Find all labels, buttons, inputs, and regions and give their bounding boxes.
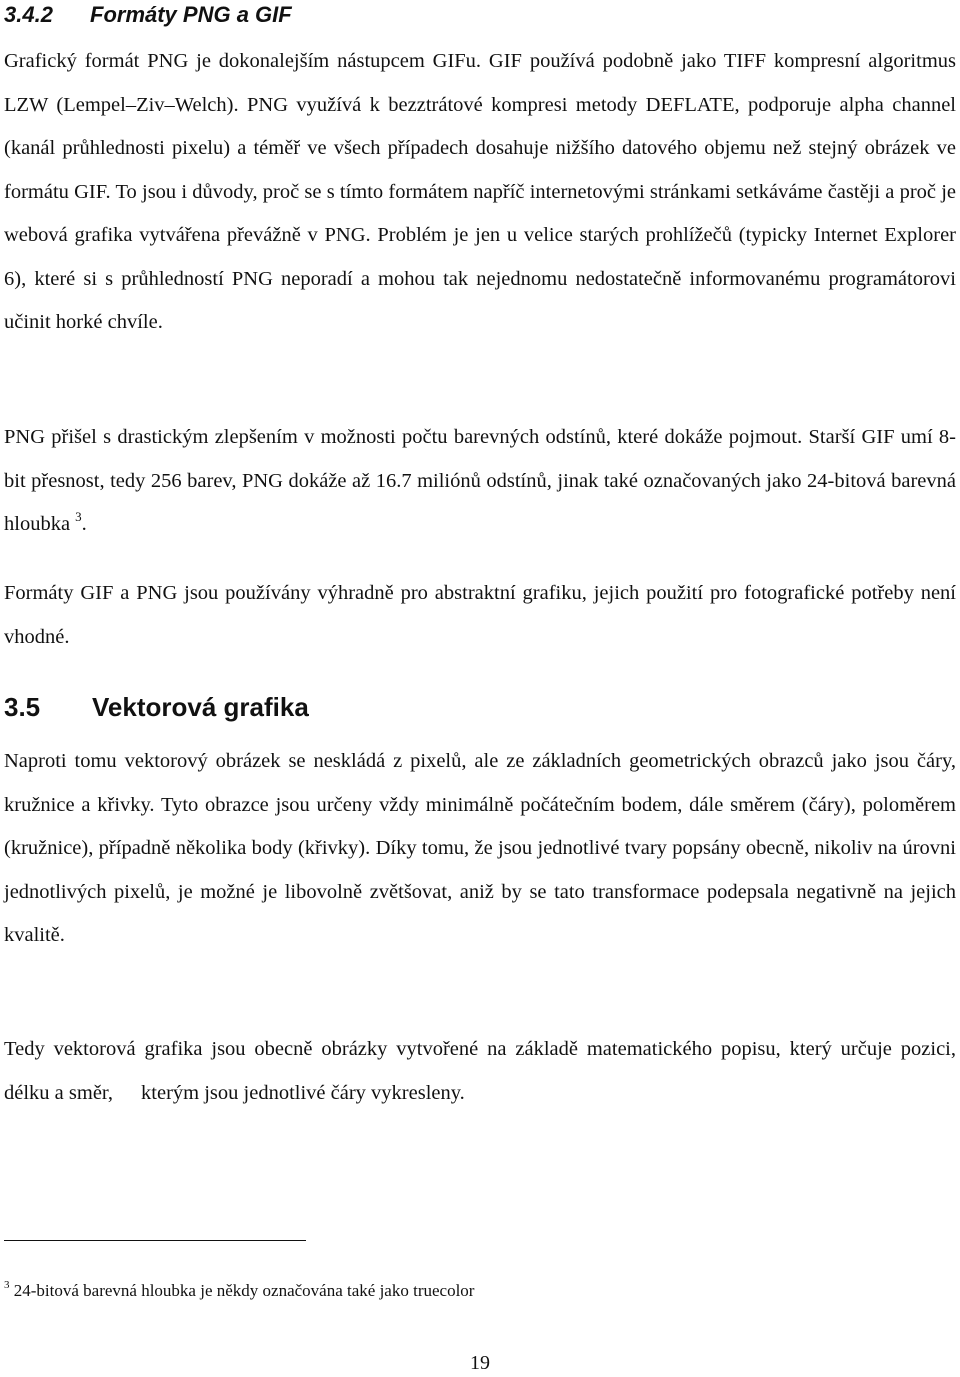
paragraph-png-vs-gif: Grafický formát PNG je dokonalejším nástupcem GIFu. GIF používá podobně jako TIFF kompresní algoritmus LZW (Lempel–Ziv–Welch). PNG využívá k bezztrátové kompresi metody DEFLATE, podporuje alpha channel (kanál průhlednosti pixelu) a téměř ve všech případech dosahuje nižšího datového objemu než stejný obrázek ve formátu GIF. To jsou i důvody, proč se s tímto formátem napříč internetovými stránkami setkáváme častěji a proč je webová grafika vytvářena převážně v PNG. Problém je jen u velice starých prohlížečů (typicky Internet Explorer 6), které si s průhledností PNG neporadí a mohou tak nejednomu nedostatečně informovanému programátorovi učinit horké chvíle.	[4, 50, 956, 333]
paragraph-usage: Formáty GIF a PNG jsou používány výhradně pro abstraktní grafiku, jejich použití pro fotografické potřeby není vhodné.	[4, 582, 956, 648]
footnote	[4, 1280, 474, 1302]
paragraph-color-depth-end: .	[81, 513, 87, 535]
paragraph-vector-definition	[4, 1028, 956, 1115]
section-heading	[4, 2, 292, 28]
paragraph-color-depth	[4, 416, 956, 547]
paragraph-color-depth-text: PNG přišel s drastickým zlepšením v možnosti počtu barevných odstínů, které dokáže pojmout. Starší GIF umí 8-bit přesnost, tedy 256 barev, PNG dokáže až 16.7 miliónů odstínů, jinak také označovaných jako 24-bitová barevná hloubka	[4, 426, 956, 535]
section-title: Formáty PNG a GIF	[90, 2, 292, 27]
paragraph-vector-definition-part2: kterým jsou jednotlivé čáry vykresleny.	[141, 1081, 465, 1104]
footnote-reference: 3	[75, 509, 82, 524]
paragraph-vector-definition-part1: Tedy vektorová grafika jsou obecně obrázky vytvořené na základě matematického popisu, který určuje pozici, délku a směr,	[4, 1038, 956, 1104]
paragraph-vector-intro: Naproti tomu vektorový obrázek se neskládá z pixelů, ale ze základních geometrických obrazců jako jsou čáry, kružnice a křivky. Tyto obrazce jsou určeny vždy minimálně počátečním bodem, dále směrem (čáry), poloměrem (kružnice), případně několika body (křivky). Díky tomu, že jsou jednotlivé tvary popsány obecně, nikoliv na úrovni jednotlivých pixelů, je možné je libovolně zvětšovat, aniž by se tato transformace podepsala negativně na jejich kvalitě.	[4, 750, 956, 946]
section-number: 3.4.2	[4, 2, 53, 27]
chapter-title: Vektorová grafika	[92, 692, 309, 722]
chapter-number: 3.5	[4, 692, 41, 722]
chapter-heading	[4, 692, 309, 722]
footnote-marker: 3	[4, 1279, 10, 1291]
footnote-separator	[4, 1240, 306, 1241]
page-number: 19	[470, 1352, 490, 1374]
footnote-text: 24-bitová barevná hloubka je někdy označována také jako truecolor	[13, 1281, 475, 1300]
